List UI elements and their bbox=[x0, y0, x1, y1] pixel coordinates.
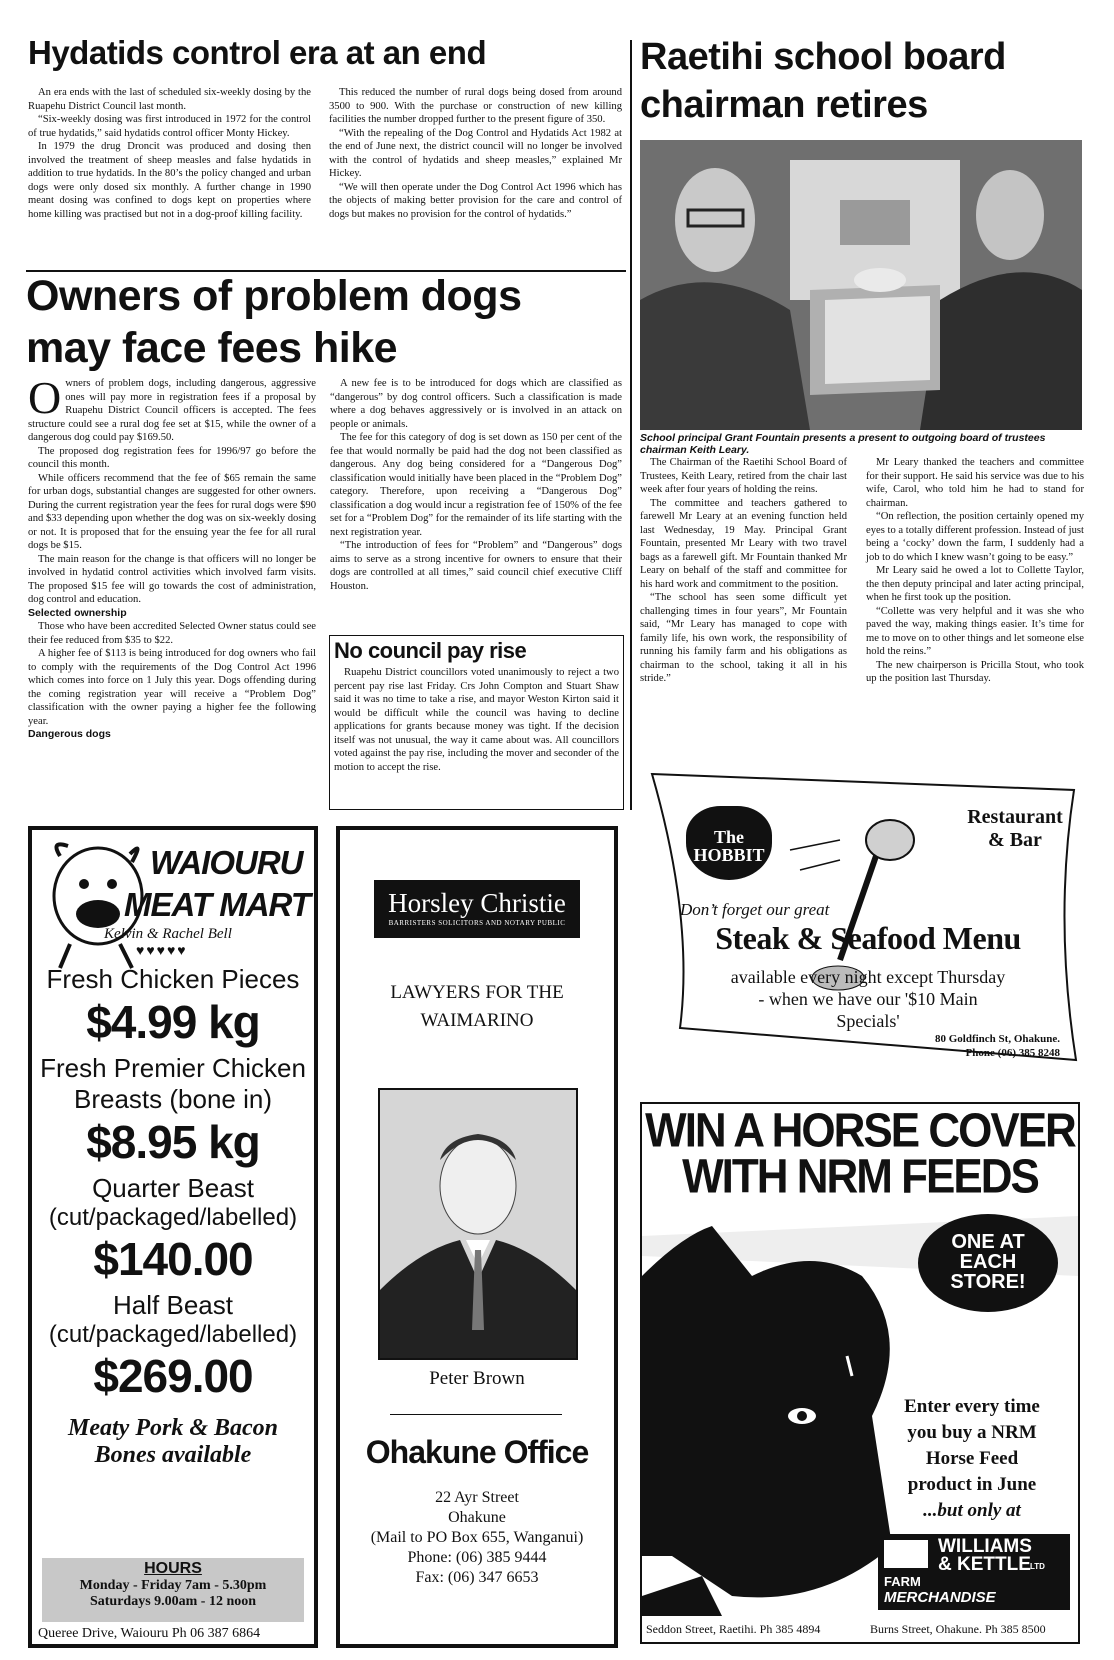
drop-cap: O bbox=[28, 372, 62, 423]
williams-kettle-logo bbox=[878, 1534, 1070, 1610]
paragraph: In 1979 the drug Droncit was produced and dosing then involved the treatment of sheep measles and false hydatids in addition to true hydatids. In the 80’s the policy changed and urban dogs were only dosed six monthly. A further change in 1990 meant dosing was confined to dogs kept on properties where home killing was practised but not in a dog-proof killing facility. bbox=[28, 141, 311, 220]
meat-mart-name-2: MEAT MART bbox=[124, 886, 310, 923]
item-chicken-breasts-2: Breasts (bone in) bbox=[74, 1084, 272, 1114]
hobbit-line-3: available every night except Thursday bbox=[730, 967, 1006, 987]
badge-line-3: STORE! bbox=[950, 1271, 1026, 1293]
paragraph: “Six-weekly dosing was first introduced in 1972 for the control of true hydatids,” said hydatids control officer Monty Hickey. bbox=[28, 114, 311, 139]
hobbit-logo bbox=[686, 806, 772, 880]
nrm-headline-2: WITH NRM FEEDS bbox=[682, 1149, 1038, 1204]
office-address-1: 22 Ayr Street bbox=[435, 1489, 519, 1506]
paragraph: “On reflection, the position certainly opened my eyes to a totally different profession. Instead of just being a ‘cocky’ down the farm, I suddenly had a job to do which I knew wasn’t going to be easy.” bbox=[866, 511, 1084, 563]
law-firm-name: Horsley Christie bbox=[388, 888, 566, 918]
paragraph: This reduced the number of rural dogs being dosed from around 3500 to 900. With the purchase or construction of new killing facilities the number dropped further to the present figure of 350. bbox=[329, 87, 622, 125]
hobbit-line-1: Don’t forget our great bbox=[680, 900, 830, 919]
photo-caption: School principal Grant Fountain presents a present to outgoing board of trustees chairman Keith Leary. bbox=[640, 432, 1046, 456]
office-heading: Ohakune Office bbox=[365, 1434, 589, 1470]
meat-mart-owners: Kelvin & Rachel Bell bbox=[104, 926, 232, 942]
paragraph: “The school has seen some difficult yet challenging times in four years”, Mr Fountain said, “Mr Leary has managed to cope with family life, his own work, the responsibility of running his family farm and his obligations as chairman to the school, taking it all in his stride.” bbox=[640, 592, 847, 684]
hobbit-menu-heading: Steak & Seafood Menu bbox=[715, 920, 1021, 956]
hobbit-address: 80 Goldfinch St, Ohakune. bbox=[934, 1033, 1060, 1045]
article2-col1 bbox=[28, 372, 316, 742]
wk-brand-1: WILLIAMS bbox=[938, 1536, 1032, 1557]
hobbit-title-1: Restaurant bbox=[967, 806, 1063, 828]
ad-horsley-christie bbox=[336, 826, 618, 1648]
paragraph: The fee for this category of dog is set down as 150 per cent of the fee that would normally be paid had the dog not been classified as dangerous. Any dog being considered for a “Dangerous Dog” classification would initially have been placed in the “Problem Dog” category. Therefore, upon receiving a “Dangerous Dog” classification a dog would incur a registration fee of 150% of the fee set for a “Problem Dog” for the remainder of its life starting with the next registration year. bbox=[330, 432, 622, 538]
badge-line-1: ONE AT bbox=[951, 1231, 1025, 1253]
office-phone: Phone: (06) 385 9444 bbox=[407, 1549, 547, 1566]
paragraph: A higher fee of $113 is being introduced for dog owners who fail to comply with the requirements of the Dog Control Act 1996 which comes into force on 1 July this year. Dogs offending during the coming registration year will receive a “Problem Dog” classification with the owner paying a higher fee the following year. bbox=[28, 648, 316, 727]
nrm-headline-1: WIN A HORSE COVER bbox=[645, 1103, 1075, 1158]
paragraph: The new chairperson is Pricilla Stout, who took up the position last Thursday. bbox=[866, 659, 1084, 684]
item-chicken-breasts-1: Fresh Premier Chicken bbox=[40, 1053, 306, 1083]
price-chicken-breasts: $8.95 kg bbox=[86, 1116, 260, 1168]
article2-col2 bbox=[330, 377, 622, 593]
wk-brand-4: MERCHANDISE bbox=[884, 1589, 996, 1606]
paragraph: The main reason for the change is that officers will no longer be involved in hydatid control activities which involved farm visits. The proposed $15 fee will go towards the cost of administration, dog control and education. bbox=[28, 553, 316, 605]
office-address-2: Ohakune bbox=[448, 1509, 506, 1526]
wk-brand-2: & KETTLE bbox=[938, 1554, 1031, 1575]
article4-col2 bbox=[866, 456, 1084, 686]
article2-headline-line2: may face fees hike bbox=[26, 324, 398, 372]
item-quarter-beast-2: (cut/packaged/labelled) bbox=[48, 1204, 298, 1231]
presentation-photo bbox=[640, 140, 1082, 430]
paragraph: “With the repealing of the Dog Control and Hydatids Act 1982 at the end of June next, the district council will no longer be involved with the control of hydatids and sheep measles,” explained Mr Hickey. bbox=[329, 127, 622, 179]
item-half-beast-2: (cut/packaged/labelled) bbox=[48, 1321, 298, 1348]
hobbit-title-2: & Bar bbox=[988, 829, 1042, 851]
subhead-dangerous-dogs: Dangerous dogs bbox=[28, 728, 111, 740]
article4-col1 bbox=[640, 456, 847, 686]
portrait-graphic bbox=[380, 1090, 576, 1358]
nrm-body-2: you buy a NRM bbox=[907, 1422, 1037, 1443]
lawyer-tagline-2: WAIMARINO bbox=[420, 1010, 534, 1031]
lawyer-name: Peter Brown bbox=[429, 1368, 525, 1389]
price-half-beast: $269.00 bbox=[93, 1350, 253, 1402]
article1-col2 bbox=[329, 86, 622, 221]
ad-hobbit-restaurant bbox=[640, 770, 1080, 1070]
paragraph: Mr Leary thanked the teachers and committee for their support. He said his service was due to his wife, Carol, who told him he had to stand for chairman. bbox=[866, 457, 1084, 509]
law-firm-logo bbox=[374, 880, 580, 938]
paragraph: Mr Leary said he owed a lot to Collette Taylor, the then deputy principal and later acting principal, when he first took up the position. bbox=[866, 565, 1084, 603]
photo-graphic bbox=[640, 140, 1082, 430]
column-divider bbox=[630, 40, 632, 810]
hours-weekday: Monday - Friday 7am - 5.30pm bbox=[79, 1578, 267, 1593]
nrm-body-1: Enter every time bbox=[904, 1396, 1040, 1417]
nrm-store-raetihi: Seddon Street, Raetihi. Ph 385 4894 bbox=[646, 1622, 821, 1636]
item-quarter-beast-1: Quarter Beast bbox=[92, 1173, 254, 1203]
meat-mart-name-1: WAIOURU bbox=[150, 844, 303, 881]
article1-col1 bbox=[28, 86, 311, 221]
article4-headline-line2: chairman retires bbox=[640, 84, 928, 126]
paragraph: Ruapehu District councillors voted unanimously to reject a two percent pay rise last Friday. Crs John Compton and Stuart Shaw said it was no time to take a rise, and mayor Weston Kirton said it would be difficult while the council was having to decline applications for grants because money was tight. If the decision itself was not unusual, the way it came about was. All councillors voted against the pay rise, including the mover and seconder of the motion to accept the rise. bbox=[334, 667, 619, 773]
law-firm-subtitle: BARRISTERS SOLICITORS AND NOTARY PUBLIC bbox=[388, 919, 566, 927]
article3-box bbox=[329, 635, 624, 810]
paragraph: wners of problem dogs, including dangerous, aggressive ones will pay more in registration fees if a proposal by Ruapehu District Council officers is accepted. The fees structure could see a rural dog fee set at $15, while the owner of a dangerous dog could pay $169.50. bbox=[28, 378, 316, 443]
subhead-selected-ownership: Selected ownership bbox=[28, 606, 127, 619]
paragraph: While officers recommend that the fee of $65 remain the same for urban dogs, substantial changes are suggested for other owners. During the current registration year the fees for rural dogs were $90 and $33 depending upon whether the dog was on six-weekly dosing or not. It is proposed that for the ensuing year the fee for all rural dogs be $15. bbox=[28, 472, 316, 551]
lawyer-portrait bbox=[378, 1088, 578, 1360]
hours-panel bbox=[42, 1558, 304, 1622]
article1-headline: Hydatids control era at an end bbox=[28, 34, 487, 71]
nrm-body-5: ...but only at bbox=[923, 1500, 1021, 1521]
nrm-store-ohakune: Burns Street, Ohakune. Ph 385 8500 bbox=[870, 1622, 1046, 1636]
wk-brand-3: FARM bbox=[884, 1574, 921, 1589]
pork-bacon-line-2: Bones available bbox=[94, 1442, 252, 1468]
office-address-3: (Mail to PO Box 655, Wanganui) bbox=[370, 1529, 584, 1546]
hearts-decoration: ♥♥♥♥♥ bbox=[136, 944, 188, 959]
hobbit-line-5: Specials' bbox=[836, 1011, 900, 1031]
article3-body bbox=[334, 666, 619, 774]
article2-headline-line1: Owners of problem dogs bbox=[26, 272, 522, 320]
lawyer-tagline-1: LAWYERS FOR THE bbox=[390, 982, 564, 1003]
article3-headline: No council pay rise bbox=[334, 638, 527, 663]
paragraph: An era ends with the last of scheduled six-weekly dosing by the Ruapehu District Council last month. bbox=[28, 87, 311, 112]
paragraph: “Collette was very helpful and it was she who paved the way, making things easier. It’s time for me to move on to other things and let someone else hold the reins.” bbox=[866, 605, 1084, 657]
paragraph: The Chairman of the Raetihi School Board of Trustees, Keith Leary, retired from the chair last week after four years of holding the reins. bbox=[640, 457, 847, 495]
ad-nrm-feeds bbox=[640, 1102, 1080, 1644]
paragraph: “We will then operate under the Dog Control Act 1996 which has the objects of making better provision for the care and control of dogs but makes no provision for the control of hydatids.” bbox=[329, 181, 622, 220]
paragraph: The proposed dog registration fees for 1996/97 go before the council this month. bbox=[28, 445, 316, 470]
hobbit-line-4: - when we have our '$10 Main bbox=[758, 989, 978, 1009]
hobbit-phone: Phone (06) 385 8248 bbox=[965, 1047, 1060, 1059]
price-quarter-beast: $140.00 bbox=[93, 1233, 253, 1285]
paragraph: “The introduction of fees for “Problem” and “Dangerous” dogs aims to serve as a strong incentive for owners to ensure that their dogs are controlled at all times,” said council chief executive Cliff Houston. bbox=[330, 540, 622, 592]
nrm-body-4: product in June bbox=[907, 1474, 1037, 1495]
price-chicken-pieces: $4.99 kg bbox=[86, 996, 260, 1048]
badge-line-2: EACH bbox=[959, 1251, 1017, 1273]
meat-mart-address: Queree Drive, Waiouru Ph 06 387 6864 bbox=[38, 1626, 261, 1641]
lawyer-divider bbox=[390, 1414, 562, 1415]
item-half-beast-1: Half Beast bbox=[113, 1290, 233, 1320]
nrm-body-3: Horse Feed bbox=[925, 1448, 1019, 1469]
article4-headline-line1: Raetihi school board bbox=[640, 36, 1006, 78]
one-per-store-badge bbox=[918, 1214, 1058, 1312]
item-chicken-pieces: Fresh Chicken Pieces bbox=[46, 964, 300, 994]
ad-waiouru-meat-mart bbox=[28, 826, 318, 1648]
hours-saturday: Saturdays 9.00am - 12 noon bbox=[89, 1594, 257, 1609]
office-fax: Fax: (06) 347 6653 bbox=[415, 1569, 539, 1586]
hobbit-logo-text: The HOBBIT bbox=[693, 827, 765, 865]
pork-bacon-line-1: Meaty Pork & Bacon bbox=[68, 1415, 278, 1441]
wk-brand-ltd: LTD bbox=[1030, 1562, 1045, 1571]
paragraph: A new fee is to be introduced for dogs which are classified as “dangerous” by dog control officers. Such a classification is made where a dog behaves aggressively or is involved in an attack on people or animals. bbox=[330, 378, 622, 430]
paragraph: Those who have been accredited Selected Owner status could see their fee reduced from $35 to $22. bbox=[28, 621, 316, 646]
paragraph: The committee and teachers gathered to farewell Mr Leary at an evening function held last Wednesday, 19 May. Principal Grant Fountain, presented Mr Leary with two travel bags as a farewell gift. Mr Fountain thanked Mr Leary on behalf of the staff and committee for his hard work and commitment to the position. bbox=[640, 497, 847, 590]
wk-logo-mark-icon bbox=[884, 1540, 928, 1568]
hours-title: HOURS bbox=[144, 1560, 202, 1577]
